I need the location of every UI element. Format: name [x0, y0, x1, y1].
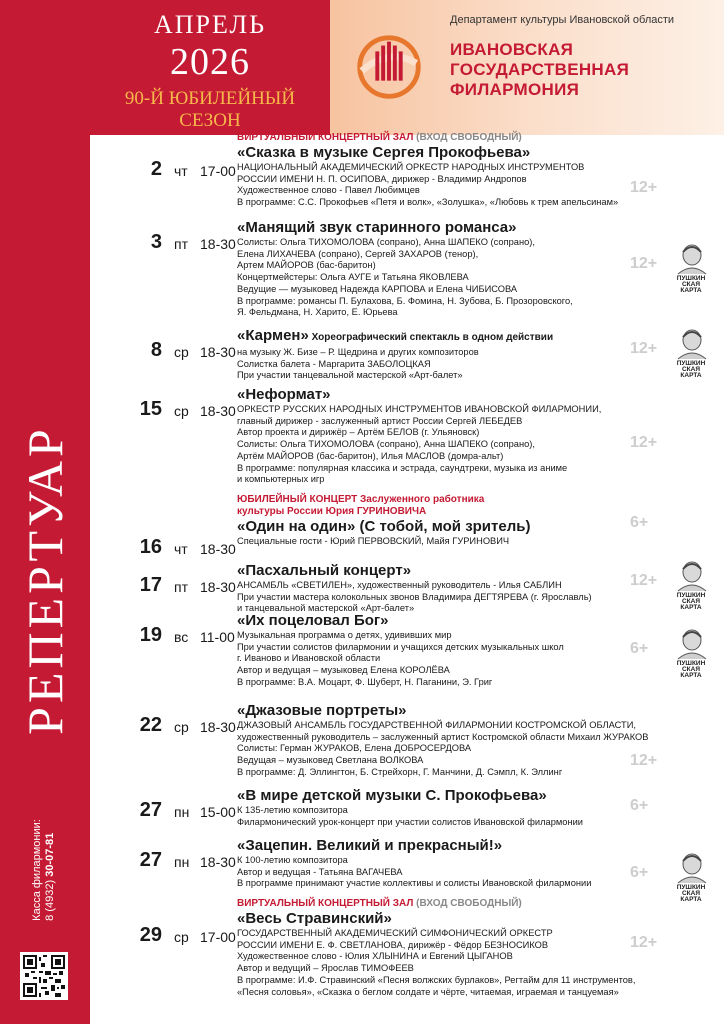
event-day: 29 [139, 924, 162, 946]
philharmonic-logo [350, 28, 428, 106]
event-title [237, 144, 677, 162]
event-weekday: чт [174, 163, 188, 179]
event-title [237, 327, 677, 347]
svg-text:КАРТА: КАРТА [680, 372, 702, 377]
svg-text:ПУШКИН: ПУШКИН [676, 592, 706, 599]
event-detail-line: РОССИИ ИМЕНИ Е. Ф. СВЕТЛАНОВА, дирижёр - Фёдор БЕЗНОСИКОВ [237, 939, 549, 950]
event-date [116, 714, 236, 736]
event-detail-line: К 100-летию композитора [237, 855, 348, 865]
event-detail-line: ОРКЕСТР РУССКИХ НАРОДНЫХ ИНСТРУМЕНТОВ ИВАНОВСКОЙ ФИЛАРМОНИИ, [237, 404, 602, 414]
event-series-label [237, 898, 677, 910]
event-detail-line: При участии мастера колокольных звонов Владимира ДЕГТЯРЕВА (г. Ярославль) [237, 591, 592, 602]
event-title-text: «Их поцеловал Бог» [237, 612, 389, 629]
event-time: 17-00 [200, 163, 236, 179]
event-weekday: ср [174, 719, 189, 735]
event-body [237, 562, 677, 615]
event-date [116, 398, 236, 420]
age-rating-badge: 6+ [630, 797, 649, 814]
event-time: 18-30 [200, 403, 236, 419]
qr-code-icon [23, 955, 65, 997]
svg-text:КАРТА: КАРТА [680, 672, 702, 677]
age-rating-badge: 12+ [630, 934, 658, 951]
event-detail-line: ГОСУДАРСТВЕННЫЙ АКАДЕМИЧЕСКИЙ СИМФОНИЧЕСКИЙ ОРКЕСТР [237, 928, 553, 938]
event-body [237, 386, 677, 486]
event-title [237, 910, 677, 928]
pushkin-card-icon [666, 625, 716, 677]
event-day: 8 [150, 339, 162, 361]
event-time: 18-30 [200, 541, 236, 557]
event-weekday: пт [174, 579, 188, 595]
svg-text:СКАЯ: СКАЯ [681, 598, 701, 605]
event-body [237, 837, 677, 890]
pushkin-card-icon [666, 849, 716, 901]
event-time: 17-00 [200, 929, 236, 945]
event-detail-line: Солисты: Герман ЖУРАКОВ, Елена ДОБРОСЕРДОВА [237, 743, 472, 754]
event-date [116, 799, 236, 821]
event-detail-line: Автор проекта и дирижёр – Артём БЕЛОВ (г. Ульяновск) [237, 427, 480, 438]
svg-text:КАРТА: КАРТА [680, 896, 702, 901]
event-detail-line: В программе: популярная классика и эстрада, саундтреки, музыка из аниме [237, 462, 568, 473]
event-detail-line: АНСАМБЛЬ «СВЕТИЛЕН», художественный руководитель - Илья САБЛИН [237, 580, 562, 590]
event-detail-line: Ведущие — музыковед Надежда КАРПОВА и Елена ЧИБИСОВА [237, 283, 518, 294]
event-detail-line: Специальные гости - Юрий ПЕРВОВСКИЙ, Майя ГУРИНОВИЧ [237, 536, 510, 546]
event-day: 22 [139, 714, 162, 736]
event-detail-line: Автор и ведущая – музыковед Елена КОРОЛЁВА [237, 665, 450, 676]
event-detail-line: Солистка балета - Маргарита ЗАБОЛОЦКАЯ [237, 358, 431, 369]
event-day: 27 [139, 849, 162, 871]
svg-text:ПУШКИН: ПУШКИН [676, 884, 706, 891]
event-body [237, 787, 677, 828]
pushkin-card-icon [666, 240, 716, 292]
svg-text:КАРТА: КАРТА [680, 604, 702, 609]
event-title-text: «Неформат» [237, 386, 331, 403]
svg-text:СКАЯ: СКАЯ [681, 366, 701, 373]
event-detail-line: Артём МАЙОРОВ (бас-баритон), Илья МАСЛОВ (домра-альт) [237, 450, 504, 461]
org-line1: ИВАНОВСКАЯ [450, 40, 574, 59]
event-weekday: ср [174, 403, 189, 419]
event-body [237, 132, 677, 209]
event-title [237, 787, 677, 805]
age-rating-badge: 12+ [630, 255, 658, 272]
org-line3: ФИЛАРМОНИЯ [450, 80, 580, 99]
event-weekday: чт [174, 541, 188, 557]
header-date-block [90, 0, 330, 135]
event-date [116, 231, 236, 253]
header-season-line2: СЕЗОН [179, 110, 241, 131]
svg-text:СКАЯ: СКАЯ [681, 666, 701, 673]
event-series-note: (ВХОД СВОБОДНЫЙ) [413, 132, 522, 143]
box-office [31, 819, 57, 921]
event-time: 15-00 [200, 804, 236, 820]
svg-text:КАРТА: КАРТА [680, 287, 702, 292]
event-day: 2 [150, 158, 162, 180]
event-body [237, 327, 677, 382]
event-day: 27 [139, 799, 162, 821]
event-detail-line: В программе: И.Ф. Стравинский «Песня волжских бурлаков», Регтайм для 11 инструментов, [237, 974, 636, 985]
event-day: 16 [139, 536, 162, 558]
department-label: Департамент культуры Ивановской области [450, 14, 675, 26]
event-weekday: ср [174, 929, 189, 945]
header-org-block [330, 0, 724, 135]
event-weekday: пт [174, 236, 188, 252]
event-detail-line: Художественное слово - Павел Любимцев [237, 185, 420, 196]
event-series-note: Заслуженного работника [357, 494, 485, 505]
age-rating-badge: 6+ [630, 640, 649, 657]
event-detail-line: В программе: Д. Эллингтон, Б. Стрейхорн, Г. Манчини, Д. Сэмпл, К. Эллинг [237, 766, 563, 777]
header-month: АПРЕЛЬ [153, 10, 267, 39]
age-rating-badge: 12+ [630, 572, 658, 589]
event-detail-line: Я. Фельдмана, Н. Харито, Е. Юрьева [237, 307, 398, 318]
event-detail-line: Солисты: Ольга ТИХОМОЛОВА (сопрано), Анна ШАПЕКО (сопрано), [237, 237, 535, 247]
event-series-label [237, 132, 677, 144]
event-title [237, 386, 677, 404]
event-title-text: «В мире детской музыки С. Прокофьева» [237, 787, 547, 804]
event-body [237, 612, 677, 689]
box-office-label: Касса филармонии: [31, 819, 43, 921]
event-day: 17 [139, 574, 162, 596]
event-day: 15 [139, 398, 162, 420]
svg-text:СКАЯ: СКАЯ [681, 281, 701, 288]
event-date [116, 849, 236, 871]
event-body [237, 219, 677, 319]
event-detail-line: Ведущая – музыковед Светлана ВОЛКОВА [237, 755, 424, 766]
qr-code[interactable] [20, 952, 68, 1000]
header-year: 2026 [170, 41, 250, 83]
event-detail-line: При участии танцевальной мастерской «Арт-балет» [237, 370, 463, 381]
age-rating-badge: 12+ [630, 434, 658, 451]
event-detail-line: главный дирижер - заслуженный артист России Сергей ЛЕБЕДЕВ [237, 415, 523, 426]
event-day: 3 [150, 231, 162, 253]
event-series-name: ЮБИЛЕЙНЫЙ КОНЦЕРТ [237, 494, 358, 505]
age-rating-badge: 6+ [630, 864, 649, 881]
event-detail-line: РОССИИ ИМЕНИ Н. П. ОСИПОВА, дирижер - Владимир Андропов [237, 173, 527, 184]
event-detail-line: «Песня соловья», «Сказка о беглом солдате и чёрте, читаемая, играемая и танцуемая» [237, 986, 619, 997]
event-series-name: ВИРТУАЛЬНЫЙ КОНЦЕРТНЫЙ ЗАЛ [237, 898, 414, 909]
event-detail-line: Концертмейстеры: Ольга АУГЕ и Татьяна ЯКОВЛЕВА [237, 272, 469, 283]
event-series-note: (ВХОД СВОБОДНЫЙ) [413, 898, 522, 909]
event-time: 18-30 [200, 719, 236, 735]
event-detail-line: ДЖАЗОВЫЙ АНСАМБЛЬ ГОСУДАРСТВЕННОЙ ФИЛАРМОНИИ КОСТРОМСКОЙ ОБЛАСТИ, [237, 720, 636, 730]
event-title [237, 219, 677, 237]
event-detail-line: Солисты: Ольга ТИХОМОЛОВА (сопрано), Анна ШАПЕКО (сопрано), [237, 439, 535, 450]
event-date [116, 924, 236, 946]
event-title-text: «Один на один» (С тобой, мой зритель) [237, 518, 531, 535]
event-detail-line: Филармонический урок-концерт при участии солистов Ивановской филармонии [237, 816, 583, 827]
event-detail-line: Музыкальная программа о детях, удививших мир [237, 630, 452, 640]
event-series-label [237, 494, 677, 506]
age-rating-badge: 12+ [630, 752, 658, 769]
event-date [116, 158, 236, 180]
philharmonic-name [450, 40, 629, 100]
age-rating-badge: 6+ [630, 514, 649, 531]
event-title [237, 612, 677, 630]
age-rating-badge: 12+ [630, 340, 658, 357]
event-weekday: пн [174, 804, 190, 820]
event-title [237, 837, 677, 855]
event-detail-line: художественный руководитель – заслуженный артист Костромской области Михаил ЖУРАКОВ [237, 731, 649, 742]
event-date [116, 624, 236, 646]
header-season [90, 88, 330, 132]
event-title-text: «Зацепин. Великий и прекрасный!» [237, 837, 503, 854]
event-detail-line: Автор и ведущая - Татьяна ВАГАЧЕВА [237, 866, 403, 877]
event-detail-line: и компьютерных игр [237, 474, 325, 485]
event-detail-line: В программе принимают участие коллективы и солисты Ивановской филармонии [237, 878, 592, 889]
event-series-name: ВИРТУАЛЬНЫЙ КОНЦЕРТНЫЙ ЗАЛ [237, 132, 414, 143]
event-title-suffix: Хореографический спектакль в одном действии [308, 332, 554, 343]
event-title [237, 702, 677, 720]
event-detail-line: Артем МАЙОРОВ (бас-баритон) [237, 260, 376, 271]
event-detail-line: г. Иваново и Ивановской области [237, 653, 381, 664]
age-rating-badge: 12+ [630, 179, 658, 196]
svg-text:ПУШКИН: ПУШКИН [676, 275, 706, 282]
svg-text:ПУШКИН: ПУШКИН [676, 360, 706, 367]
event-detail-line: и танцевальной мастерской «Арт-балет» [237, 603, 415, 614]
svg-text:ПУШКИН: ПУШКИН [676, 660, 706, 667]
event-detail-line: В программе: романсы П. Булахова, Б. Фомина, Н. Зубова, Б. Прозоровского, [237, 295, 573, 306]
pushkin-card-icon [666, 325, 716, 377]
event-detail-line: В программе: С.С. Прокофьев «Петя и волк», «Золушка», «Любовь к трем апельсинам» [237, 197, 619, 208]
event-body [237, 898, 677, 998]
event-time: 18-30 [200, 236, 236, 252]
org-line2: ГОСУДАРСТВЕННАЯ [450, 60, 630, 79]
event-detail-line: Автор и ведущий – Ярослав ТИМОФЕЕВ [237, 963, 414, 974]
event-date [116, 339, 236, 361]
box-office-phone: 30-07-81 [44, 832, 56, 877]
event-time: 18-30 [200, 854, 236, 870]
event-detail-line: Елена ЛИХАЧЕВА (сопрано), Сергей ЗАХАРОВ (тенор), [237, 248, 479, 259]
event-date [116, 536, 236, 558]
svg-text:СКАЯ: СКАЯ [681, 890, 701, 897]
event-weekday: пн [174, 854, 190, 870]
event-title-text: «Сказка в музыке Сергея Прокофьева» [237, 144, 531, 161]
event-time: 18-30 [200, 579, 236, 595]
event-title [237, 518, 677, 536]
event-time: 11-00 [200, 629, 235, 645]
pushkin-card-icon [666, 557, 716, 609]
event-body [237, 494, 677, 548]
header-season-line1: 90-Й ЮБИЛЕЙНЫЙ [124, 88, 296, 109]
event-detail-line: К 135-летию композитора [237, 805, 348, 815]
event-title-text: «Джазовые портреты» [237, 702, 407, 719]
event-weekday: вс [174, 629, 189, 645]
event-body [237, 702, 677, 779]
box-office-phone-prefix: 8 (4932) [44, 876, 56, 921]
event-date [116, 574, 236, 596]
event-detail-line: В программе: В.А. Моцарт, Ф. Шуберт, Н. Паганини, Э. Григ [237, 676, 493, 687]
sidebar-strip [0, 0, 90, 1024]
event-detail-line: Художественное слово - Юлия ХЛЫНИНА и Евгений ЦЫГАНОВ [237, 951, 513, 962]
event-title-text: «Весь Стравинский» [237, 910, 392, 927]
event-title-text: «Пасхальный концерт» [237, 562, 412, 579]
event-title [237, 562, 677, 580]
event-series-label-line2: культуры России Юрия ГУРИНОВИЧА [237, 506, 427, 517]
event-time: 18-30 [200, 344, 236, 360]
event-detail-line: При участии солистов филармонии и учащихся детских музыкальных школ [237, 641, 564, 652]
event-detail-line: на музыку Ж. Бизе – Р. Щедрина и других композиторов [237, 347, 479, 357]
event-title-text: «Кармен» [237, 327, 309, 344]
repertoire-title: РЕПЕРТУАР [17, 425, 73, 735]
event-weekday: ср [174, 344, 189, 360]
event-detail-line: НАЦИОНАЛЬНЫЙ АКАДЕМИЧЕСКИЙ ОРКЕСТР НАРОДНЫХ ИНСТРУМЕНТОВ [237, 162, 585, 172]
event-day: 19 [139, 624, 162, 646]
event-title-text: «Манящий звук старинного романса» [237, 219, 517, 236]
